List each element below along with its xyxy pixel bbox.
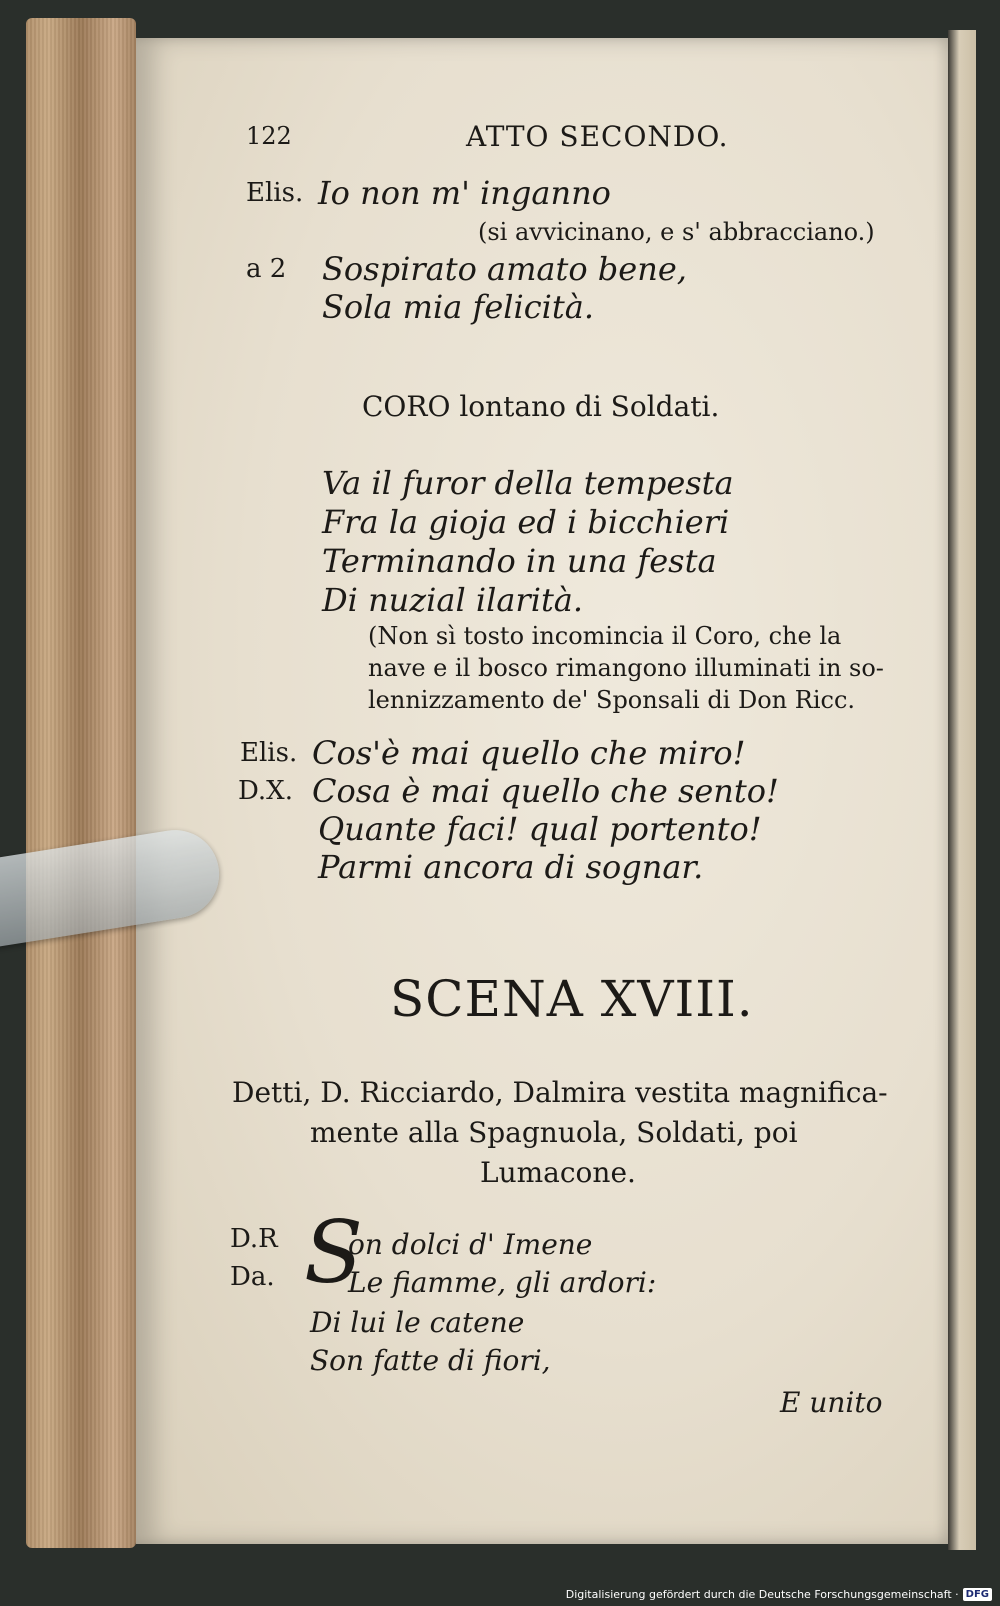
verse-line: Fra la gioja ed i bicchieri: [322, 503, 730, 541]
verse-line: Sospirato amato bene,: [322, 250, 687, 288]
verse-line: Di lui le catene: [310, 1306, 525, 1339]
verse-line: on dolci d' Imene: [348, 1228, 593, 1261]
scene-description: Lumacone.: [480, 1156, 636, 1189]
scene-title: SCENA XVIII.: [390, 970, 754, 1028]
stage-direction: lennizzamento de' Sponsali di Don Ricc.: [368, 686, 856, 714]
book-page-edges: [26, 18, 136, 1548]
verse-line: Parmi ancora di sognar.: [318, 848, 704, 886]
next-page-edge: [948, 30, 976, 1550]
speaker-label: Da.: [230, 1262, 275, 1292]
verse-line: Cos'è mai quello che miro!: [312, 734, 746, 772]
stage-direction: (si avvicinano, e s' abbracciano.): [478, 218, 875, 246]
scene-description: mente alla Spagnuola, Soldati, poi: [310, 1116, 798, 1149]
speaker-label: a 2: [246, 254, 287, 284]
chorus-heading: CORO lontano di Soldati.: [362, 390, 720, 423]
catchword: E unito: [780, 1386, 883, 1419]
stage-direction: (Non sì tosto incomincia il Coro, che la: [368, 622, 842, 650]
drop-capital: S: [304, 1203, 363, 1303]
verse-line: Sola mia felicità.: [322, 288, 595, 326]
speaker-label: D.R: [230, 1224, 278, 1254]
speaker-label: D.X.: [238, 776, 293, 806]
verse-line: Va il furor della tempesta: [322, 464, 734, 502]
verse-line: Son fatte di fiori,: [310, 1344, 551, 1377]
credit-text: Digitalisierung gefördert durch die Deutsche Forschungsgemeinschaft ·: [565, 1587, 959, 1601]
verse-line: Quante faci! qual portento!: [318, 810, 762, 848]
scene-description: Detti, D. Ricciardo, Dalmira vestita magnifica-: [232, 1076, 888, 1109]
dfg-logo: DFG: [963, 1588, 992, 1601]
stage-direction: nave e il bosco rimangono illuminati in so-: [368, 654, 884, 682]
verse-line: Io non m' inganno: [318, 174, 611, 212]
verse-line: Terminando in una festa: [322, 542, 717, 580]
page-number: 122: [246, 122, 292, 150]
speaker-label: Elis.: [246, 178, 304, 208]
speaker-label: Elis.: [240, 738, 298, 768]
book-page: [136, 38, 948, 1544]
verse-line: Le fiamme, gli ardori:: [348, 1266, 657, 1299]
digitization-credit: [566, 1584, 992, 1604]
running-header: ATTO SECONDO.: [466, 120, 729, 153]
verse-line: Cosa è mai quello che sento!: [312, 772, 779, 810]
verse-line: Di nuzial ilarità.: [322, 581, 584, 619]
